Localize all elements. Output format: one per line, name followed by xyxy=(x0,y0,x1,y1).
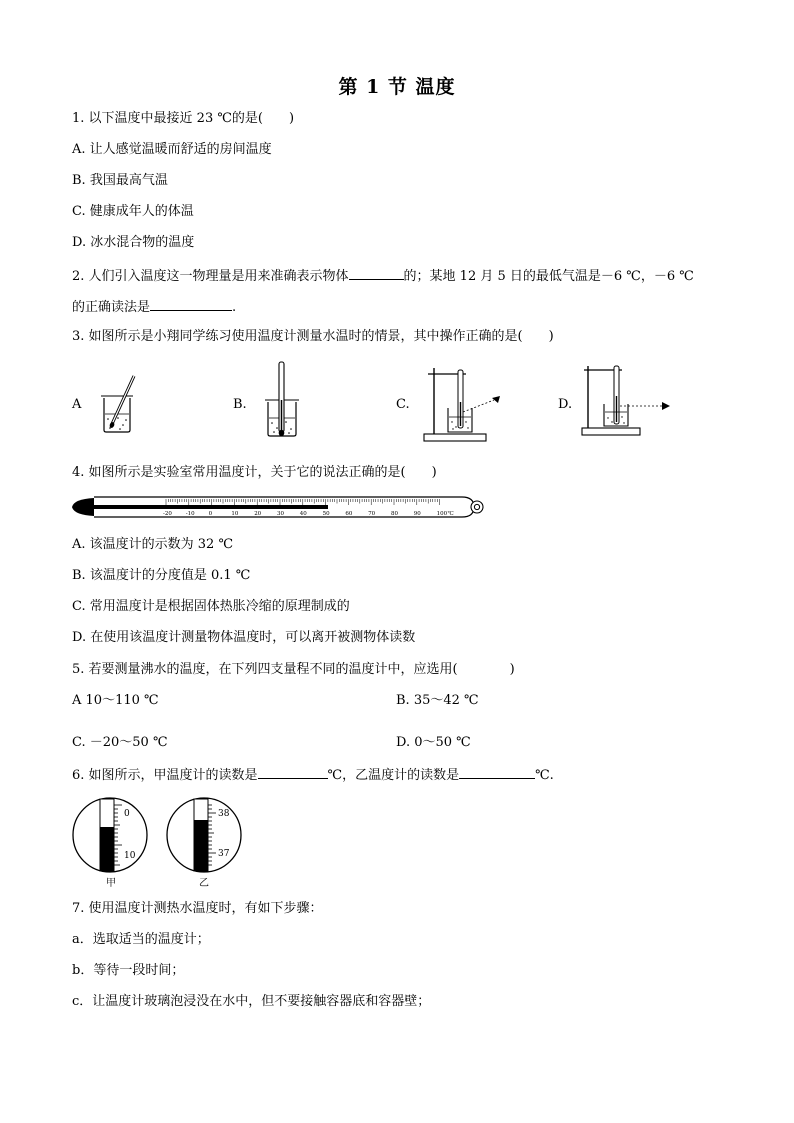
q2-part1: 2. 人们引入温度这一物理量是用来准确表示物体 xyxy=(72,269,349,284)
q2-blank-2[interactable] xyxy=(150,298,232,311)
q6-line xyxy=(72,766,554,784)
q7-step-c: c．让温度计玻璃泡浸没在水中，但不要接触容器底和容器壁； xyxy=(72,994,431,1009)
q2-part2: 的；某地 12 月 5 日的最低气温是－6 ℃，－6 ℃ xyxy=(403,269,694,284)
q3-figure-d xyxy=(578,362,678,444)
q5-option-d: D. 0～50 ℃ xyxy=(396,735,471,750)
q2-part3: 的正确读法是 xyxy=(72,300,151,315)
q7-stem: 7. 使用温度计测热水温度时，有如下步骤： xyxy=(72,901,323,916)
q6-jia-tick-top: 0 xyxy=(124,809,130,819)
q3-label-b: B. xyxy=(233,397,247,412)
q5-option-c: C. －20～50 ℃ xyxy=(72,735,168,750)
q3-stem: 3. 如图所示是小翔同学练习使用温度计测量水温时的情景，其中操作正确的是( ) xyxy=(72,329,554,344)
q4-option-a: A. 该温度计的示数为 32 ℃ xyxy=(72,537,234,552)
q7-step-b: b．等待一段时间； xyxy=(72,963,185,978)
scale-label: 0 xyxy=(208,511,213,517)
q4-option-b: B. 该温度计的分度值是 0.1 ℃ xyxy=(72,568,251,583)
q2-line2 xyxy=(72,298,236,316)
q5-option-a: A 10～110 ℃ xyxy=(72,693,159,708)
q6-yi-tick-top: 38 xyxy=(218,809,230,819)
q1-option-c: C. 健康成年人的体温 xyxy=(72,204,194,219)
q6-jia-tick-bottom: 10 xyxy=(124,851,136,861)
q6-blank-yi[interactable] xyxy=(459,766,535,779)
q1-stem: 1. 以下温度中最接近 23 ℃的是( ) xyxy=(72,111,295,126)
scale-label: 60 xyxy=(345,511,353,517)
q1-option-d: D. 冰水混合物的温度 xyxy=(72,235,195,250)
scale-label: -20 xyxy=(163,511,172,517)
q4-option-c: C. 常用温度计是根据固体热胀冷缩的原理制成的 xyxy=(72,599,350,614)
q3-label-a: A xyxy=(72,397,82,412)
q5-stem: 5. 若要测量沸水的温度，在下列四支量程不同的温度计中，应选用( ) xyxy=(72,662,515,677)
page-title: 第 1 节 温度 xyxy=(338,76,456,98)
scale-label: 20 xyxy=(254,511,262,517)
q6-part3: ℃. xyxy=(535,768,554,783)
scale-label: 100 xyxy=(436,511,448,517)
q3-figure-a xyxy=(98,374,148,436)
q6-part1: 6. 如图所示，甲温度计的读数是 xyxy=(72,768,258,783)
q1-option-a: A. 让人感觉温暖而舒适的房间温度 xyxy=(72,142,272,157)
q3-label-d: D. xyxy=(558,397,573,412)
q6-thermometer-jia xyxy=(70,795,154,877)
q6-yi-label: 乙 xyxy=(199,878,209,889)
scale-label: 40 xyxy=(299,511,307,517)
q4-option-d: D. 在使用该温度计测量物体温度时，可以离开被测物体读数 xyxy=(72,630,416,645)
q4-lab-thermometer xyxy=(70,493,490,523)
q6-yi-tick-bottom: 37 xyxy=(218,849,230,859)
q3-label-c: C. xyxy=(396,397,410,412)
q4-stem: 4. 如图所示是实验室常用温度计，关于它的说法正确的是( ) xyxy=(72,465,437,480)
q3-figure-c xyxy=(420,362,510,444)
q6-thermometer-yi xyxy=(164,795,248,877)
q6-part2: ℃，乙温度计的读数是 xyxy=(327,768,460,783)
q3-figure-b xyxy=(262,360,302,440)
q7-step-a: a．选取适当的温度计； xyxy=(72,932,210,947)
q2-line1 xyxy=(72,267,694,285)
q1-option-b: B. 我国最高气温 xyxy=(72,173,168,188)
q6-jia-label: 甲 xyxy=(106,878,116,889)
scale-label: 70 xyxy=(368,511,376,517)
scale-label: ℃ xyxy=(447,511,454,517)
scale-label: 30 xyxy=(277,511,284,517)
scale-label: 90 xyxy=(413,511,421,517)
scale-label: 80 xyxy=(391,511,398,517)
q5-option-b: B. 35～42 ℃ xyxy=(396,693,479,708)
q2-blank-1[interactable] xyxy=(349,267,404,280)
scale-label: 50 xyxy=(322,511,330,517)
scale-label: -10 xyxy=(185,511,195,517)
q6-blank-jia[interactable] xyxy=(258,766,328,779)
q2-part4: . xyxy=(232,300,237,315)
scale-label: 10 xyxy=(231,511,239,517)
